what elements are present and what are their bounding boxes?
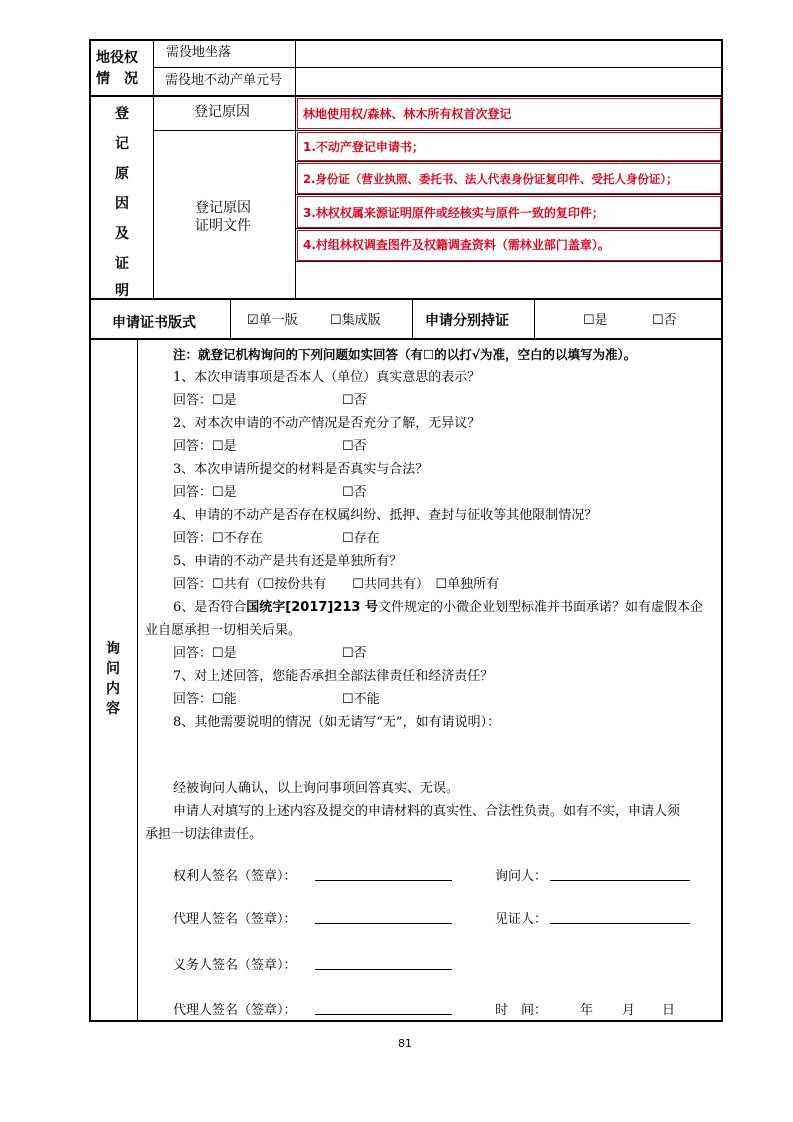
- question-3: 3、本次申请所提交的材料是否真实与合法？: [173, 462, 429, 477]
- question-7: 7、对上述回答，您能否承担全部法律责任和经济责任？: [173, 669, 494, 684]
- signature-holder-label: 权利人签名（签章）：: [173, 869, 297, 884]
- signature-inquirer-label: 询问人：: [495, 869, 548, 884]
- col-divider-1: [153, 40, 154, 298]
- easement-location-label: 需役地坐落: [166, 45, 232, 60]
- time-year: 年: [580, 1003, 594, 1018]
- question-6-doc-number: 国统字[2017]213 号: [246, 600, 379, 615]
- reg-label-char-2: 原: [115, 166, 129, 182]
- cert-divider-3: [534, 299, 535, 339]
- separate-cert-no[interactable]: ☐否: [652, 313, 677, 328]
- table-right-border: [721, 39, 723, 1022]
- signature-agent2-label: 代理人签名（签章）：: [173, 1003, 297, 1018]
- signature-agent2-line[interactable]: [315, 1014, 452, 1015]
- reg-label-char-5: 证: [115, 256, 129, 272]
- question-6: 6、是否符合国统字[2017]213 号文件规定的小微企业划型标准并书面承诺？如有虚假本企: [173, 600, 704, 615]
- question-2: 2、对本次申请的不动产情况是否充分了解，无异议？: [173, 416, 481, 431]
- doc-item-2: 2.身份证（营业执照、委托书、法人代表身份证复印件、受托人身份证）；: [303, 172, 678, 186]
- docs-label-line2: 证明文件: [195, 218, 251, 234]
- cert-divider-2: [412, 299, 413, 339]
- separate-cert-yes[interactable]: ☐是: [583, 313, 608, 328]
- answer-6-yes[interactable]: 回答：☐是: [173, 646, 237, 661]
- signature-witness-line[interactable]: [550, 923, 690, 924]
- signature-witness-label: 见证人：: [495, 912, 548, 927]
- time-label: 时 间：: [495, 1003, 548, 1018]
- inquiry-label-char-2: 内: [106, 681, 120, 697]
- page-number: 81: [398, 1037, 412, 1050]
- table-bottom-border: [89, 1020, 723, 1022]
- answer-2-yes[interactable]: 回答：☐是: [173, 439, 237, 454]
- reg-label-char-6: 明: [115, 283, 129, 299]
- easement-label-line2: 情 况: [96, 71, 138, 87]
- signature-agent1-label: 代理人签名（签章）：: [173, 912, 297, 927]
- answer-1-yes[interactable]: 回答：☐是: [173, 393, 237, 408]
- doc-item-4: 4.村组林权调查图件及权籍调查资料（需林业部门盖章）。: [303, 238, 610, 252]
- cert-divider-1: [230, 299, 231, 339]
- answer-3-yes[interactable]: 回答：☐是: [173, 485, 237, 500]
- doc-row-divider-3: [296, 228, 721, 229]
- doc-row-divider-2: [296, 194, 721, 195]
- table-left-border: [89, 39, 91, 1022]
- cert-format-label: 申请证书版式: [112, 315, 196, 331]
- question-4: 4、申请的不动产是否存在权属纠纷、抵押、查封与征收等其他限制情况？: [173, 508, 598, 523]
- answer-2-no[interactable]: ☐否: [342, 439, 367, 454]
- inquiry-label-char-3: 容: [106, 701, 120, 717]
- question-6-line2: 业自愿承担一切相关后果。: [145, 623, 302, 638]
- answer-1-no[interactable]: ☐否: [342, 393, 367, 408]
- question-5: 5、申请的不动产是共有还是单独所有？: [173, 554, 403, 569]
- separate-cert-label: 申请分别持证: [425, 313, 509, 329]
- doc-row-divider-4: [296, 261, 721, 262]
- inquiry-label-char-1: 问: [106, 661, 120, 677]
- cert-option-integrated[interactable]: ☐集成版: [330, 313, 381, 328]
- section-divider-2: [89, 298, 723, 300]
- reg-label-char-0: 登: [115, 106, 129, 122]
- answer-7-cannot[interactable]: ☐不能: [342, 692, 380, 707]
- reg-label-char-4: 及: [115, 226, 129, 242]
- time-day: 日: [662, 1003, 676, 1018]
- docs-label-line1: 登记原因: [195, 200, 251, 216]
- reason-value: 林地使用权/森林、林木所有权首次登记: [303, 107, 512, 121]
- statement-line2: 承担一切法律责任。: [145, 827, 263, 842]
- question-1: 1、本次申请事项是否本人（单位）真实意思的表示？: [173, 370, 481, 385]
- reason-label: 登记原因: [194, 104, 250, 120]
- section-divider-3: [89, 338, 723, 340]
- reg-label-char-1: 记: [115, 136, 129, 152]
- reason-row-divider: [154, 130, 721, 131]
- time-month: 月: [622, 1003, 636, 1018]
- section-divider-1: [89, 95, 723, 97]
- doc-item-1: 1.不动产登记申请书；: [303, 140, 424, 154]
- easement-row-divider: [154, 67, 721, 68]
- cert-option-single[interactable]: ☑单一版: [247, 313, 298, 328]
- signature-holder-line[interactable]: [315, 880, 452, 881]
- signature-inquirer-line[interactable]: [550, 880, 690, 881]
- answer-5[interactable]: 回答：☐共有（☐按份共有 ☐共同共有） ☐单独所有: [173, 577, 500, 592]
- answer-6-no[interactable]: ☐否: [342, 646, 367, 661]
- inquiry-col-divider: [137, 339, 138, 1021]
- doc-item-3: 3.林权权属来源证明原件或经核实与原件一致的复印件；: [303, 206, 604, 220]
- col-divider-2: [295, 40, 296, 298]
- answer-4-exist[interactable]: ☐存在: [342, 531, 380, 546]
- answer-3-no[interactable]: ☐否: [342, 485, 367, 500]
- signature-obligor-label: 义务人签名（签章）：: [173, 958, 297, 973]
- doc-row-divider-1: [296, 161, 721, 162]
- statement-line1: 申请人对填写的上述内容及提交的申请材料的真实性、合法性负责。如有不实，申请人须: [173, 804, 681, 819]
- signature-obligor-line[interactable]: [315, 969, 452, 970]
- question-8: 8、其他需要说明的情况（如无请写“无”，如有请说明）：: [173, 715, 501, 730]
- answer-7-can[interactable]: 回答：☐能: [173, 692, 237, 707]
- signature-agent1-line[interactable]: [315, 923, 452, 924]
- answer-4-not-exist[interactable]: 回答：☐不存在: [173, 531, 263, 546]
- table-top-border: [89, 39, 723, 41]
- inquiry-note: 注：就登记机构询问的下列问题如实回答（有☐的以打√为准，空白的以填写为准）。: [173, 347, 637, 362]
- reg-label-char-3: 因: [115, 196, 129, 212]
- confirmation-text: 经被询问人确认，以上询问事项回答真实、无误。: [173, 781, 460, 796]
- easement-unit-number-label: 需役地不动产单元号: [165, 73, 283, 88]
- inquiry-label-char-0: 询: [106, 641, 120, 657]
- easement-label-line1: 地役权: [96, 50, 138, 66]
